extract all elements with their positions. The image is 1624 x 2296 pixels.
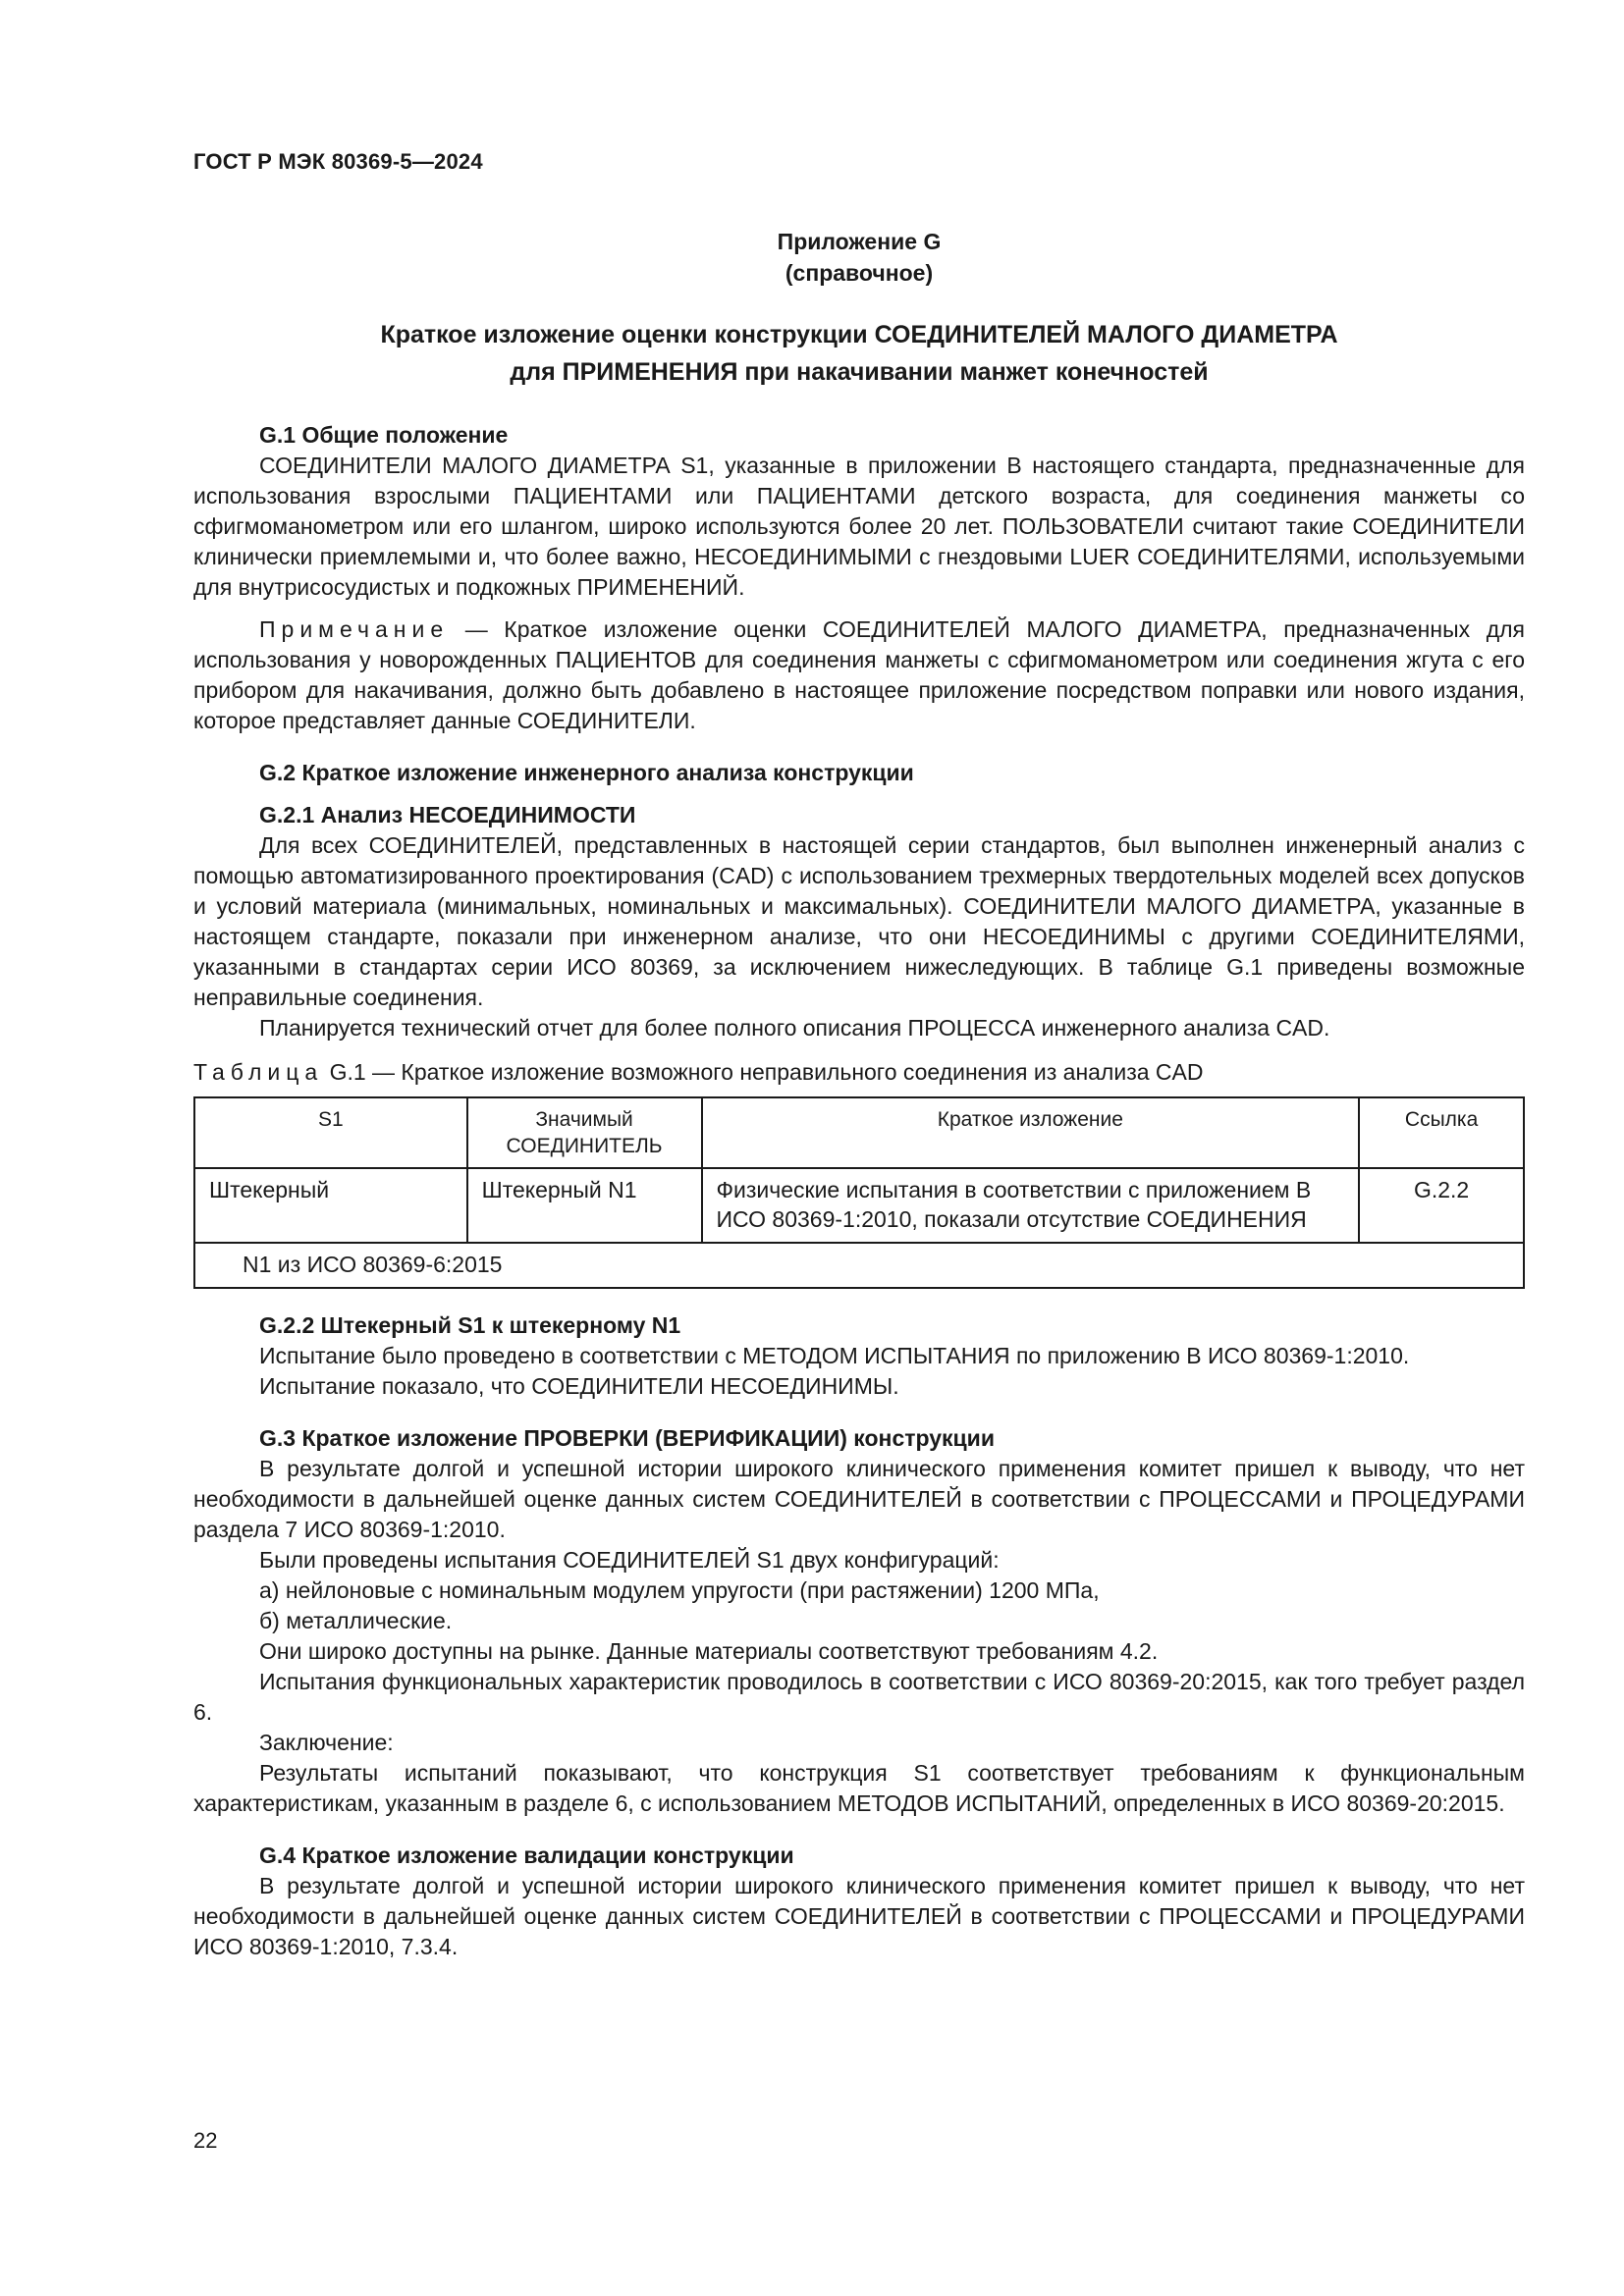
annex-heading: [193, 316, 1525, 391]
misconnection-table: [193, 1096, 1525, 1289]
table-caption-text: G.1 — Краткое изложение возможного неправильного соединения из анализа CAD: [323, 1059, 1204, 1085]
section-g22-heading: G.2.2 Штекерный S1 к штекерному N1: [259, 1312, 681, 1338]
page-content: [193, 226, 1525, 1962]
table-cell: Штекерный N1: [467, 1168, 702, 1243]
section-g4-paragraph: В результате долгой и успешной истории широкого клинического применения комитет пришел к выводу, что нет необходимости в дальнейшей оценке данных систем СОЕДИНИТЕЛЕЙ в соответствии с ПРОЦЕССАМИ и ПРОЦЕДУРАМИ ИСО 80369-1:2010, 7.3.4.: [193, 1873, 1525, 1959]
note-label: Примечание: [259, 616, 450, 642]
section-g4-heading: G.4 Краткое изложение валидации конструкции: [259, 1842, 794, 1868]
section-g2-heading: G.2 Краткое изложение инженерного анализа конструкции: [259, 760, 914, 785]
annex-heading-line-1: Краткое изложение оценки конструкции СОЕДИНИТЕЛЕЙ МАЛОГО ДИАМЕТРА: [380, 321, 1338, 348]
section-g22-line: Испытание показало, что СОЕДИНИТЕЛИ НЕСОЕДИНИМЫ.: [259, 1373, 899, 1399]
table-footnote: N1 из ИСО 80369-6:2015: [194, 1243, 1524, 1288]
section-g3-paragraph: Они широко доступны на рынке. Данные материалы соответствуют требованиям 4.2.: [259, 1638, 1159, 1664]
note-text: — Краткое изложение оценки СОЕДИНИТЕЛЕЙ МАЛОГО ДИАМЕТРА, предназначенных для использования у новорожденных ПАЦИЕНТОВ для соединения манжеты с сфигмоманометром или соединения жгута с его прибором для накачивания, должно быть добавлено в настоящее приложение посредством поправки или нового издания, которое представляет данные СОЕДИНИТЕЛИ.: [193, 616, 1525, 733]
section-g22-line: Испытание было проведено в соответствии с МЕТОДОМ ИСПЫТАНИЯ по приложению В ИСО 80369-1:2010.: [259, 1343, 1410, 1368]
table-cell: G.2.2: [1359, 1168, 1524, 1243]
table-cell: Физические испытания в соответствии с приложением В ИСО 80369-1:2010, показали отсутствие СОЕДИНЕНИЯ: [702, 1168, 1360, 1243]
table-header-cell: Ссылка: [1359, 1097, 1524, 1168]
section-g1-note: [193, 614, 1525, 736]
annex-kind: (справочное): [785, 260, 934, 286]
table-header-cell: Краткое изложение: [702, 1097, 1360, 1168]
section-g21-report-note: Планируется технический отчет для более полного описания ПРОЦЕССА инженерного анализа CAD.: [259, 1015, 1330, 1041]
table-row: [194, 1168, 1524, 1243]
section-g3-paragraph: Испытания функциональных характеристик проводилось в соответствии с ИСО 80369-20:2015, как того требует раздел 6.: [193, 1669, 1525, 1725]
table-caption: [193, 1057, 1525, 1088]
section-g3-paragraph: Были проведены испытания СОЕДИНИТЕЛЕЙ S1 двух конфигураций:: [259, 1547, 1000, 1573]
section-g3-paragraph: В результате долгой и успешной истории широкого клинического применения комитет пришел к выводу, что нет необходимости в дальнейшей оценке данных систем СОЕДИНИТЕЛЕЙ в соответствии с ПРОЦЕССАМИ и ПРОЦЕДУРАМИ раздела 7 ИСО 80369-1:2010.: [193, 1456, 1525, 1542]
table-caption-label: Таблица: [193, 1059, 324, 1085]
list-item: а) нейлоновые с номинальным модулем упругости (при растяжении) 1200 МПа,: [259, 1577, 1100, 1603]
table-cell: Штекерный: [194, 1168, 467, 1243]
section-g1-paragraph: СОЕДИНИТЕЛИ МАЛОГО ДИАМЕТРА S1, указанные в приложении В настоящего стандарта, предназначенные для использования взрослыми ПАЦИЕНТАМИ или ПАЦИЕНТАМИ детского возраста, для соединения манжеты со сфигмоманометром или его шлангом, широко используются более 20 лет. ПОЛЬЗОВАТЕЛИ считают такие СОЕДИНИТЕЛИ клинически приемлемыми и, что более важно, НЕСОЕДИНИМЫМИ с гнездовыми LUER СОЕДИНИТЕЛЯМИ, используемыми для внутрисосудистых и подкожных ПРИМЕНЕНИЙ.: [193, 453, 1525, 600]
section-g3-heading: G.3 Краткое изложение ПРОВЕРКИ (ВЕРИФИКАЦИИ) конструкции: [259, 1425, 995, 1451]
section-g3-paragraph: Заключение:: [259, 1730, 394, 1755]
page-number: 22: [193, 2128, 218, 2153]
annex-title: Приложение G: [777, 229, 942, 254]
table-header-cell: S1: [194, 1097, 467, 1168]
section-g3-paragraph: Результаты испытаний показывают, что конструкция S1 соответствует требованиям к функциональным характеристикам, указанным в разделе 6, с использованием МЕТОДОВ ИСПЫТАНИЙ, определенных в ИСО 80369-20:2015.: [193, 1760, 1525, 1816]
standard-header: ГОСТ Р МЭК 80369-5—2024: [193, 149, 483, 174]
section-g21-paragraph: Для всех СОЕДИНИТЕЛЕЙ, представленных в настоящей серии стандартов, был выполнен инженерный анализ с помощью автоматизированного проектирования (CAD) с использованием трехмерных твердотельных моделей всех допусков и условий материала (минимальных, номинальных и максимальных). СОЕДИНИТЕЛИ МАЛОГО ДИАМЕТРА, указанные в настоящем стандарте, показали при инженерном анализе, что они НЕСОЕДИНИМЫ с другими СОЕДИНИТЕЛЯМИ, указанными в стандартах серии ИСО 80369, за исключением нижеследующих. В таблице G.1 приведены возможные неправильные соединения.: [193, 832, 1525, 1010]
section-g21-heading: G.2.1 Анализ НЕСОЕДИНИМОСТИ: [259, 802, 636, 828]
annex-heading-line-2: для ПРИМЕНЕНИЯ при накачивании манжет конечностей: [510, 358, 1209, 386]
table-footnote-row: [194, 1243, 1524, 1288]
table-header-cell: Значимый СОЕДИНИТЕЛЬ: [467, 1097, 702, 1168]
table-header-row: [194, 1097, 1524, 1168]
section-g1-heading: G.1 Общие положение: [259, 422, 509, 448]
list-item: б) металлические.: [259, 1608, 453, 1633]
